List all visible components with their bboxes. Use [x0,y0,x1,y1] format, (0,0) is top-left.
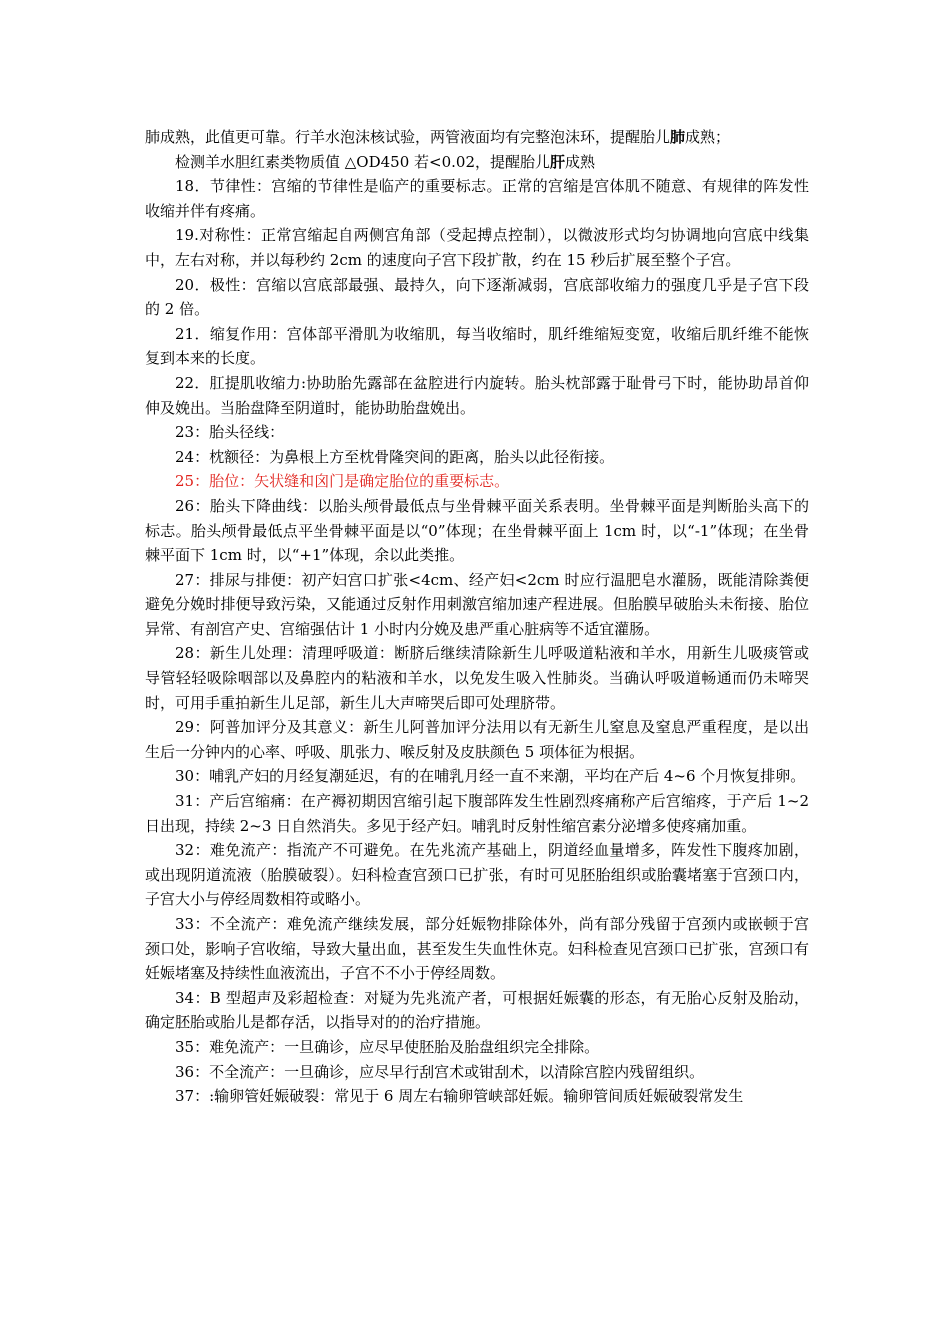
paragraph-24: 24：枕额径：为鼻根上方至枕骨隆突间的距离，胎头以此径衔接。 [175,447,615,466]
paragraph-26: 26：胎头下降曲线：以胎头颅骨最低点与坐骨棘平面关系表明。坐骨棘平面是判断胎头高下的标志。胎头颅骨最低点平坐骨棘平面是以“0”体现；在坐骨棘平面上 1cm 时，以“-1”体现；在坐骨棘平面下 1cm 时，以“+1”体现，余以此类推。 [145,496,809,565]
paragraph-35: 35：难免流产：一旦确诊，应尽早使胚胎及胎盘组织完全排除。 [175,1037,600,1056]
document-body [145,125,809,1109]
paragraph-31: 31：产后宫缩痛：在产褥初期因宫缩引起下腹部阵发生性剧烈疼痛称产后宫缩疼，于产后 1~2 日出现，持续 2~3 日自然消失。多见于经产妇。哺乳时反射性缩宫素分泌增多使疼痛加重。 [145,792,809,835]
paragraph-28: 28：新生儿处理：清理呼吸道：断脐后继续清除新生儿呼吸道粘液和羊水，用新生儿吸痰管或导管轻轻吸除咽部以及鼻腔内的粘液和羊水，以免发生吸入性肺炎。当确认呼吸道畅通而仍未啼哭时，可用手重拍新生儿足部，新生儿大声啼哭后即可处理脐带。 [145,644,809,712]
paragraph-32: 32：难免流产：指流产不可避免。在先兆流产基础上，阴道经血量增多，阵发性下腹疼加剧，或出现阴道流液（胎膜破裂）。妇科检查宫颈口已扩张，有时可见胚胎组织或胎囊堵塞于宫颈口内，子宫大小与停经周数相符或略小。 [145,841,809,909]
paragraph-23: 23：胎头径线： [175,423,285,442]
paragraph-19: 19.对称性：正常宫缩起自两侧宫角部（受起搏点控制），以微波形式均匀协调地向宫底中线集中，左右对称，并以每秒约 2cm 的速度向子宫下段扩散，约在 15 秒后扩展至整个子宫。 [145,226,809,269]
paragraph-18: 18．节律性：宫缩的节律性是临产的重要标志。正常的宫缩是宫体肌不随意、有规律的阵发性收缩并伴有疼痛。 [145,177,809,220]
paragraph-22: 22．肛提肌收缩力:协助胎先露部在盆腔进行内旋转。胎头枕部露于耻骨弓下时，能协助昂首仰伸及娩出。当胎盘降至阴道时，能协助胎盘娩出。 [145,373,809,417]
paragraph-34: 34：B 型超声及彩超检查：对疑为先兆流产者，可根据妊娠囊的形态，有无胎心反射及胎动，确定胚胎或胎儿是都存活，以指导对的的治疗措施。 [145,988,809,1032]
paragraph-liver-maturity: 检测羊水胆红素类物质值 △OD450 若<0.02，提醒胎儿肝成熟 [175,152,596,171]
paragraph-20: 20．极性：宫缩以宫底部最强、最持久，向下逐渐减弱，宫底部收缩力的强度几乎是子宫下段的 2 倍。 [145,275,809,319]
paragraph-29: 29：阿普加评分及其意义：新生儿阿普加评分法用以有无新生儿窒息及窒息严重程度，是以出生后一分钟内的心率、呼吸、肌张力、喉反射及皮肤颜色 5 项体征为根据。 [145,718,809,761]
paragraph-21: 21．缩复作用：宫体部平滑肌为收缩肌，每当收缩时，肌纤维缩短变宽，收缩后肌纤维不能恢复到本来的长度。 [145,324,809,368]
paragraph-25-highlight: 25：胎位：矢状缝和囟门是确定胎位的重要标志。 [175,472,510,491]
paragraph-27: 27：排尿与排便：初产妇宫口扩张<4cm、经产妇<2cm 时应行温肥皂水灌肠，既能清除粪便避免分娩时排便导致污染，又能通过反射作用刺激宫缩加速产程进展。但胎膜早破胎头未衔接、胎位异常、有剖宫产史、宫缩强估计 1 小时内分娩及患严重心脏病等不适宜灌肠。 [145,570,809,638]
paragraph-37: 37：:输卵管妊娠破裂：常见于 6 周左右输卵管峡部妊娠。输卵管间质妊娠破裂常发生 [175,1087,744,1106]
paragraph-lung-maturity: 肺成熟，此值更可靠。行羊水泡沫核试验，两管液面均有完整泡沫环，提醒胎儿肺成熟； [145,128,731,146]
paragraph-33: 33：不全流产：难免流产继续发展，部分妊娠物排除体外，尚有部分残留于宫颈内或嵌顿于宫颈口处，影响子宫收缩，导致大量出血，甚至发生失血性休克。妇科检查见宫颈口已扩张，宫颈口有妊娠堵塞及持续性血液流出，子宫不不小于停经周数。 [145,915,809,983]
paragraph-30: 30：哺乳产妇的月经复潮延迟，有的在哺乳月经一直不来潮，平均在产后 4~6 个月恢复排卵。 [175,767,806,786]
paragraph-36: 36：不全流产：一旦确诊，应尽早行刮宫术或钳刮术，以清除宫腔内残留组织。 [175,1062,705,1081]
